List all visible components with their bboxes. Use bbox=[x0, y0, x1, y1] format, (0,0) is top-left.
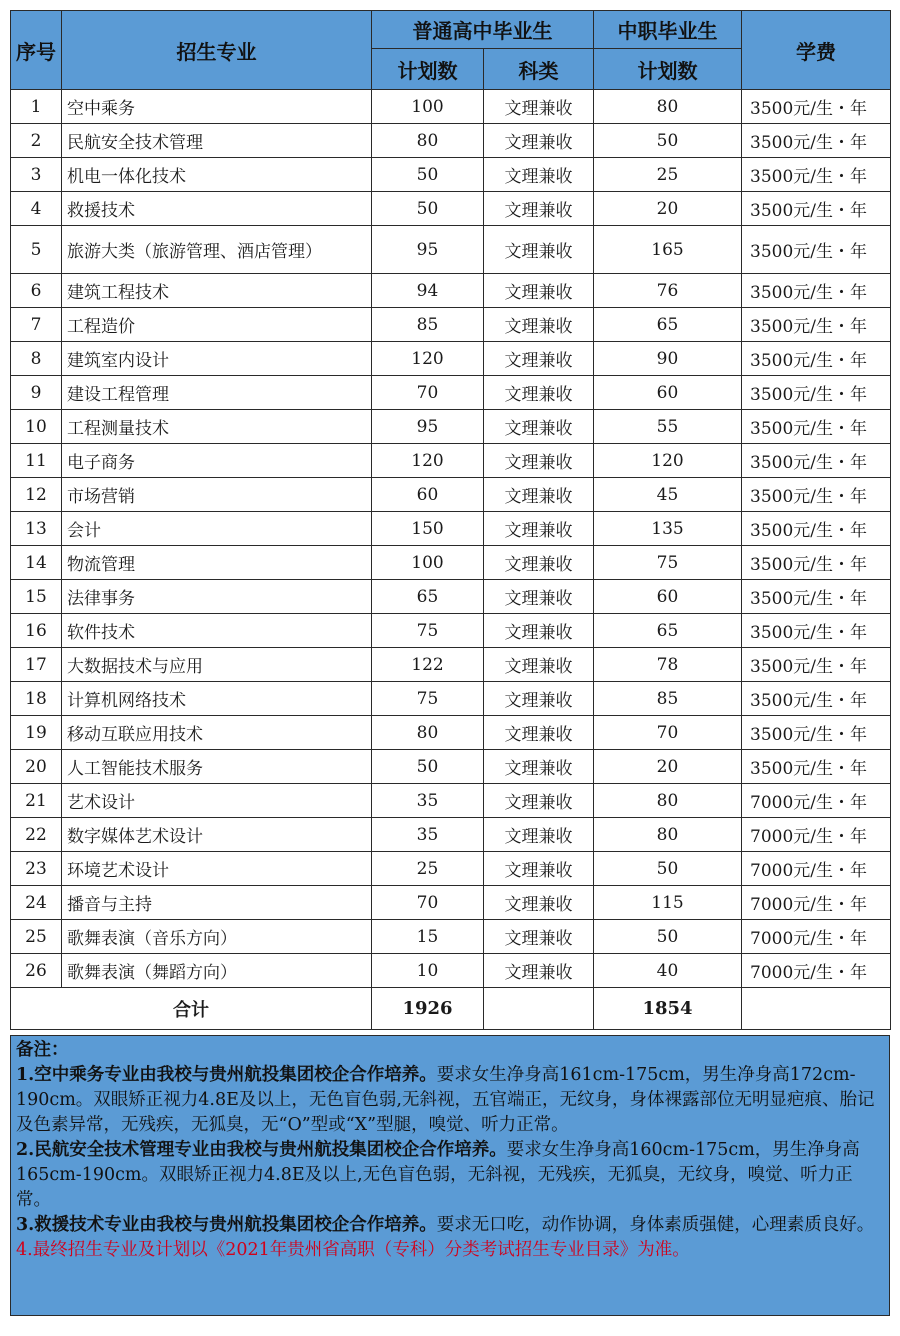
row-hs-plan: 70 bbox=[372, 886, 484, 920]
row-vs-plan: 50 bbox=[594, 852, 742, 886]
table-row bbox=[11, 818, 891, 852]
row-vs-plan: 75 bbox=[594, 546, 742, 580]
row-vs-plan: 78 bbox=[594, 648, 742, 682]
row-major: 建筑工程技术 bbox=[62, 274, 372, 308]
row-fee: 3500元/生・年 bbox=[742, 614, 891, 648]
table-body bbox=[11, 90, 891, 1030]
header-vocational-group: 中职毕业生 bbox=[594, 11, 742, 49]
note-2-lead: 2.民航安全技术管理专业由我校与贵州航投集团校企合作培养。 bbox=[16, 1140, 507, 1160]
row-fee: 3500元/生・年 bbox=[742, 512, 891, 546]
row-seq: 23 bbox=[11, 852, 62, 886]
row-major: 会计 bbox=[62, 512, 372, 546]
row-subject: 文理兼收 bbox=[484, 158, 594, 192]
row-subject: 文理兼收 bbox=[484, 226, 594, 274]
table-row bbox=[11, 478, 891, 512]
total-fee-empty bbox=[742, 988, 891, 1030]
row-seq: 8 bbox=[11, 342, 62, 376]
row-vs-plan: 80 bbox=[594, 784, 742, 818]
row-subject: 文理兼收 bbox=[484, 920, 594, 954]
table-row bbox=[11, 192, 891, 226]
table-row bbox=[11, 410, 891, 444]
header-vs-plan: 计划数 bbox=[594, 49, 742, 90]
table-row bbox=[11, 124, 891, 158]
header-major: 招生专业 bbox=[62, 11, 372, 90]
row-major: 物流管理 bbox=[62, 546, 372, 580]
table-row bbox=[11, 954, 891, 988]
row-major: 法律事务 bbox=[62, 580, 372, 614]
header-subject: 科类 bbox=[484, 49, 594, 90]
row-seq: 18 bbox=[11, 682, 62, 716]
row-hs-plan: 25 bbox=[372, 852, 484, 886]
row-fee: 3500元/生・年 bbox=[742, 410, 891, 444]
note-3-body: 要求无口吃，动作协调，身体素质强健，心理素质良好。 bbox=[436, 1215, 875, 1235]
row-fee: 3500元/生・年 bbox=[742, 226, 891, 274]
row-vs-plan: 70 bbox=[594, 716, 742, 750]
row-fee: 7000元/生・年 bbox=[742, 784, 891, 818]
row-subject: 文理兼收 bbox=[484, 274, 594, 308]
note-3 bbox=[16, 1213, 883, 1238]
row-vs-plan: 20 bbox=[594, 192, 742, 226]
row-seq: 10 bbox=[11, 410, 62, 444]
row-major: 软件技术 bbox=[62, 614, 372, 648]
row-subject: 文理兼收 bbox=[484, 682, 594, 716]
row-subject: 文理兼收 bbox=[484, 750, 594, 784]
row-subject: 文理兼收 bbox=[484, 90, 594, 124]
row-hs-plan: 95 bbox=[372, 226, 484, 274]
note-2 bbox=[16, 1138, 883, 1213]
table-row bbox=[11, 648, 891, 682]
note-1 bbox=[16, 1063, 883, 1138]
row-major: 歌舞表演（舞蹈方向） bbox=[62, 954, 372, 988]
table-row bbox=[11, 308, 891, 342]
row-fee: 7000元/生・年 bbox=[742, 818, 891, 852]
row-major: 民航安全技术管理 bbox=[62, 124, 372, 158]
table-row bbox=[11, 376, 891, 410]
row-fee: 3500元/生・年 bbox=[742, 158, 891, 192]
row-major: 旅游大类（旅游管理、酒店管理） bbox=[62, 226, 372, 274]
row-subject: 文理兼收 bbox=[484, 716, 594, 750]
total-vs: 1854 bbox=[594, 988, 742, 1030]
row-fee: 3500元/生・年 bbox=[742, 478, 891, 512]
row-subject: 文理兼收 bbox=[484, 376, 594, 410]
row-hs-plan: 35 bbox=[372, 784, 484, 818]
row-hs-plan: 120 bbox=[372, 342, 484, 376]
row-major: 艺术设计 bbox=[62, 784, 372, 818]
row-major: 人工智能技术服务 bbox=[62, 750, 372, 784]
total-row bbox=[11, 988, 891, 1030]
table-row bbox=[11, 920, 891, 954]
row-fee: 7000元/生・年 bbox=[742, 886, 891, 920]
row-seq: 1 bbox=[11, 90, 62, 124]
row-vs-plan: 90 bbox=[594, 342, 742, 376]
table-row bbox=[11, 158, 891, 192]
row-seq: 7 bbox=[11, 308, 62, 342]
row-major: 电子商务 bbox=[62, 444, 372, 478]
row-seq: 21 bbox=[11, 784, 62, 818]
row-hs-plan: 100 bbox=[372, 90, 484, 124]
header-fee: 学费 bbox=[742, 11, 891, 90]
row-hs-plan: 15 bbox=[372, 920, 484, 954]
row-hs-plan: 75 bbox=[372, 614, 484, 648]
row-subject: 文理兼收 bbox=[484, 546, 594, 580]
row-subject: 文理兼收 bbox=[484, 308, 594, 342]
row-vs-plan: 25 bbox=[594, 158, 742, 192]
row-vs-plan: 120 bbox=[594, 444, 742, 478]
row-seq: 9 bbox=[11, 376, 62, 410]
notes-title: 备注： bbox=[16, 1040, 69, 1060]
row-vs-plan: 76 bbox=[594, 274, 742, 308]
row-hs-plan: 75 bbox=[372, 682, 484, 716]
table-row bbox=[11, 444, 891, 478]
row-major: 大数据技术与应用 bbox=[62, 648, 372, 682]
row-subject: 文理兼收 bbox=[484, 886, 594, 920]
row-fee: 3500元/生・年 bbox=[742, 192, 891, 226]
enrollment-table bbox=[10, 10, 891, 1030]
row-seq: 12 bbox=[11, 478, 62, 512]
enrollment-plan-document bbox=[10, 10, 890, 1316]
note-1-lead: 1.空中乘务专业由我校与贵州航投集团校企合作培养。 bbox=[16, 1065, 437, 1085]
row-vs-plan: 80 bbox=[594, 90, 742, 124]
row-seq: 11 bbox=[11, 444, 62, 478]
row-hs-plan: 80 bbox=[372, 124, 484, 158]
row-hs-plan: 100 bbox=[372, 546, 484, 580]
row-seq: 17 bbox=[11, 648, 62, 682]
row-subject: 文理兼收 bbox=[484, 580, 594, 614]
table-row bbox=[11, 512, 891, 546]
row-major: 建筑室内设计 bbox=[62, 342, 372, 376]
row-subject: 文理兼收 bbox=[484, 648, 594, 682]
table-row bbox=[11, 750, 891, 784]
row-hs-plan: 50 bbox=[372, 750, 484, 784]
table-row bbox=[11, 716, 891, 750]
row-vs-plan: 20 bbox=[594, 750, 742, 784]
row-vs-plan: 65 bbox=[594, 614, 742, 648]
row-fee: 3500元/生・年 bbox=[742, 124, 891, 158]
row-fee: 3500元/生・年 bbox=[742, 546, 891, 580]
row-subject: 文理兼收 bbox=[484, 410, 594, 444]
row-major: 计算机网络技术 bbox=[62, 682, 372, 716]
row-seq: 15 bbox=[11, 580, 62, 614]
table-row bbox=[11, 852, 891, 886]
row-seq: 14 bbox=[11, 546, 62, 580]
row-seq: 26 bbox=[11, 954, 62, 988]
total-hs: 1926 bbox=[372, 988, 484, 1030]
row-vs-plan: 50 bbox=[594, 124, 742, 158]
row-vs-plan: 45 bbox=[594, 478, 742, 512]
row-major: 工程测量技术 bbox=[62, 410, 372, 444]
row-major: 数字媒体艺术设计 bbox=[62, 818, 372, 852]
row-seq: 25 bbox=[11, 920, 62, 954]
table-row bbox=[11, 682, 891, 716]
total-subject-empty bbox=[484, 988, 594, 1030]
notes-box bbox=[10, 1035, 890, 1316]
row-subject: 文理兼收 bbox=[484, 614, 594, 648]
row-subject: 文理兼收 bbox=[484, 342, 594, 376]
note-3-lead: 3.救援技术专业由我校与贵州航投集团校企合作培养。 bbox=[16, 1215, 437, 1235]
row-major: 市场营销 bbox=[62, 478, 372, 512]
row-major: 环境艺术设计 bbox=[62, 852, 372, 886]
table-row bbox=[11, 274, 891, 308]
row-subject: 文理兼收 bbox=[484, 512, 594, 546]
row-hs-plan: 80 bbox=[372, 716, 484, 750]
row-fee: 7000元/生・年 bbox=[742, 920, 891, 954]
row-fee: 7000元/生・年 bbox=[742, 954, 891, 988]
row-vs-plan: 55 bbox=[594, 410, 742, 444]
row-vs-plan: 80 bbox=[594, 818, 742, 852]
row-subject: 文理兼收 bbox=[484, 818, 594, 852]
table-row bbox=[11, 226, 891, 274]
row-fee: 3500元/生・年 bbox=[742, 750, 891, 784]
row-fee: 3500元/生・年 bbox=[742, 682, 891, 716]
row-major: 机电一体化技术 bbox=[62, 158, 372, 192]
row-seq: 4 bbox=[11, 192, 62, 226]
table-header bbox=[11, 11, 891, 90]
note-1-body: 要求女生净身高161cm-175cm，男生净身高172cm-190cm。双眼矫正视力4.8E及以上，无色盲色弱,无斜视，五官端正，无纹身，身体裸露部位无明显疤痕、胎记及色素异常，无残疾，无狐臭，无“O”型或“X”型腿，嗅觉、听力正常。 bbox=[16, 1065, 875, 1135]
row-vs-plan: 60 bbox=[594, 376, 742, 410]
row-hs-plan: 10 bbox=[372, 954, 484, 988]
row-subject: 文理兼收 bbox=[484, 784, 594, 818]
row-vs-plan: 85 bbox=[594, 682, 742, 716]
row-vs-plan: 50 bbox=[594, 920, 742, 954]
row-major: 工程造价 bbox=[62, 308, 372, 342]
row-subject: 文理兼收 bbox=[484, 478, 594, 512]
row-fee: 3500元/生・年 bbox=[742, 648, 891, 682]
table-row bbox=[11, 580, 891, 614]
table-row bbox=[11, 784, 891, 818]
table-row bbox=[11, 614, 891, 648]
row-seq: 2 bbox=[11, 124, 62, 158]
row-fee: 3500元/生・年 bbox=[742, 444, 891, 478]
row-subject: 文理兼收 bbox=[484, 192, 594, 226]
row-hs-plan: 150 bbox=[372, 512, 484, 546]
row-subject: 文理兼收 bbox=[484, 124, 594, 158]
total-label: 合计 bbox=[11, 988, 372, 1030]
row-hs-plan: 50 bbox=[372, 158, 484, 192]
table-row bbox=[11, 90, 891, 124]
row-fee: 3500元/生・年 bbox=[742, 342, 891, 376]
row-vs-plan: 165 bbox=[594, 226, 742, 274]
table-row bbox=[11, 546, 891, 580]
row-vs-plan: 60 bbox=[594, 580, 742, 614]
row-hs-plan: 35 bbox=[372, 818, 484, 852]
header-highschool-group: 普通高中毕业生 bbox=[372, 11, 594, 49]
row-subject: 文理兼收 bbox=[484, 444, 594, 478]
row-subject: 文理兼收 bbox=[484, 852, 594, 886]
row-seq: 16 bbox=[11, 614, 62, 648]
row-seq: 13 bbox=[11, 512, 62, 546]
row-hs-plan: 70 bbox=[372, 376, 484, 410]
row-major: 建设工程管理 bbox=[62, 376, 372, 410]
row-fee: 3500元/生・年 bbox=[742, 308, 891, 342]
row-vs-plan: 65 bbox=[594, 308, 742, 342]
row-major: 移动互联应用技术 bbox=[62, 716, 372, 750]
row-seq: 3 bbox=[11, 158, 62, 192]
row-seq: 6 bbox=[11, 274, 62, 308]
row-subject: 文理兼收 bbox=[484, 954, 594, 988]
row-fee: 3500元/生・年 bbox=[742, 580, 891, 614]
row-major: 救援技术 bbox=[62, 192, 372, 226]
table-row bbox=[11, 886, 891, 920]
row-hs-plan: 94 bbox=[372, 274, 484, 308]
row-seq: 5 bbox=[11, 226, 62, 274]
row-seq: 24 bbox=[11, 886, 62, 920]
row-vs-plan: 40 bbox=[594, 954, 742, 988]
row-major: 空中乘务 bbox=[62, 90, 372, 124]
row-fee: 3500元/生・年 bbox=[742, 716, 891, 750]
row-seq: 19 bbox=[11, 716, 62, 750]
row-vs-plan: 135 bbox=[594, 512, 742, 546]
row-hs-plan: 120 bbox=[372, 444, 484, 478]
row-hs-plan: 85 bbox=[372, 308, 484, 342]
row-major: 歌舞表演（音乐方向） bbox=[62, 920, 372, 954]
note-2-body: 要求女生净身高160cm-175cm，男生净身高165cm-190cm。双眼矫正视力4.8E及以上,无色盲色弱，无斜视，无残疾，无狐臭，无纹身，嗅觉、听力正常。 bbox=[16, 1140, 860, 1210]
table-row bbox=[11, 342, 891, 376]
row-vs-plan: 115 bbox=[594, 886, 742, 920]
row-fee: 3500元/生・年 bbox=[742, 90, 891, 124]
row-seq: 20 bbox=[11, 750, 62, 784]
row-hs-plan: 65 bbox=[372, 580, 484, 614]
row-fee: 3500元/生・年 bbox=[742, 274, 891, 308]
row-hs-plan: 95 bbox=[372, 410, 484, 444]
header-seq: 序号 bbox=[11, 11, 62, 90]
row-hs-plan: 60 bbox=[372, 478, 484, 512]
row-hs-plan: 50 bbox=[372, 192, 484, 226]
note-4: 4.最终招生专业及计划以《2021年贵州省高职（专科）分类考试招生专业目录》为准。 bbox=[16, 1240, 690, 1260]
row-major: 播音与主持 bbox=[62, 886, 372, 920]
row-seq: 22 bbox=[11, 818, 62, 852]
row-hs-plan: 122 bbox=[372, 648, 484, 682]
header-hs-plan: 计划数 bbox=[372, 49, 484, 90]
row-fee: 7000元/生・年 bbox=[742, 852, 891, 886]
row-fee: 3500元/生・年 bbox=[742, 376, 891, 410]
